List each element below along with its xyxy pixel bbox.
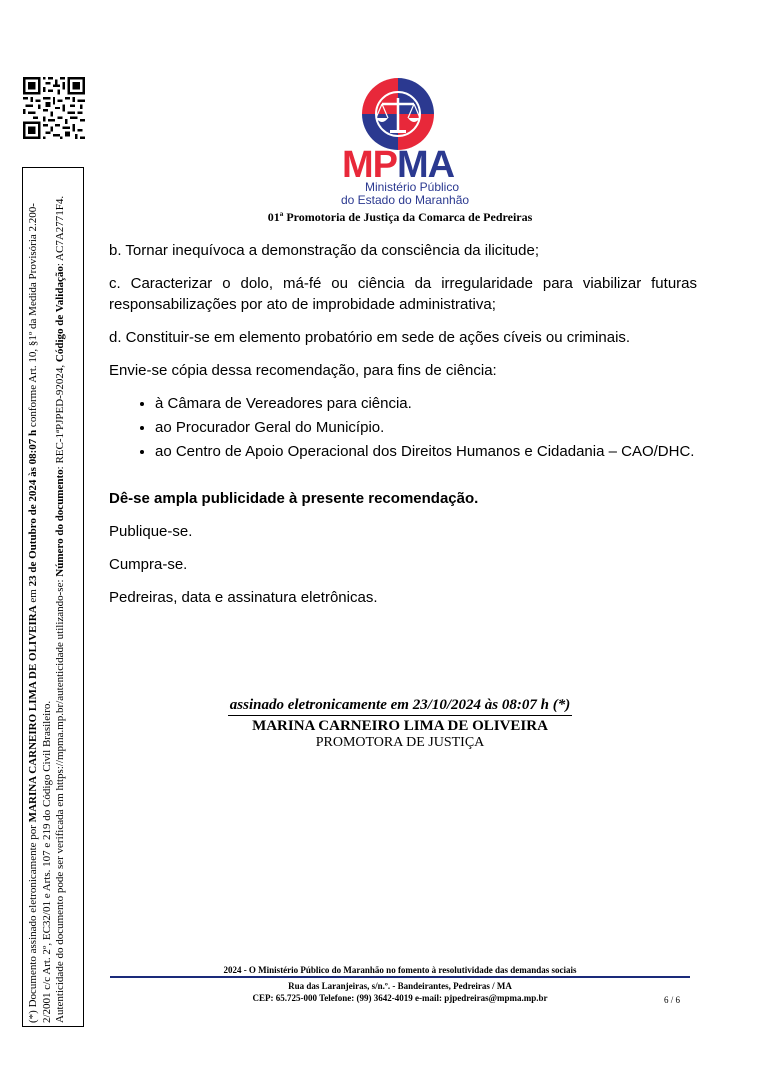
- logo-wordmark: [318, 146, 478, 184]
- signature-line: assinado eletronicamente em 23/10/2024 às 08:07 h (*): [228, 697, 572, 716]
- list-item: • à Câmara de Vereadores para ciência.: [155, 393, 697, 414]
- electronic-signature-notice: [22, 167, 84, 1027]
- notice-part: em: [27, 586, 39, 606]
- notice-part: Autenticidade do documento pode ser verificada em https://mpma.mp.br/autenticidade utilizando-se:: [54, 576, 66, 1023]
- paragraph-cumpra: Cumpra-se.: [109, 556, 188, 573]
- paragraph-publicidade: Dê-se ampla publicidade à presente recomendação.: [109, 490, 479, 507]
- paragraph-publique: Publique-se.: [109, 523, 193, 540]
- promotoria-header: 01ª Promotoria de Justiça da Comarca de Pedreiras: [267, 210, 533, 224]
- signature-block: [150, 697, 650, 751]
- notice-signer: MARINA CARNEIRO LIMA DE OLIVEIRA: [27, 605, 39, 823]
- logo-text-block: [318, 146, 478, 207]
- list-item: • ao Centro de Apoio Operacional dos Direitos Humanos e Cidadania – CAO/DHC.: [155, 441, 697, 462]
- signature-notice-text: [27, 173, 85, 1023]
- paragraph-d: d. Constituir-se em elemento probatório em sede de ações cíveis ou criminais.: [109, 329, 631, 346]
- footer-divider: [110, 976, 690, 978]
- signer-role: PROMOTORA DE JUSTIÇA: [315, 735, 485, 750]
- notice-code: : AC7A2771F4.: [54, 195, 66, 267]
- footer-address: Rua das Laranjeiras, s/n.º. - Bandeirantes, Pedreiras / MA: [288, 981, 512, 991]
- notice-docnum-label: Número do documento: [54, 469, 66, 577]
- paragraph-envie: Envie-se cópia dessa recomendação, para fins de ciência:: [109, 362, 497, 379]
- scales-emblem-icon: [362, 78, 434, 150]
- logo-mp: MP: [341, 144, 397, 186]
- footer-contact: CEP: 65.725-000 Telefone: (99) 3642-4019 e-mail: pjpedreiras@mpma.mp.br: [252, 993, 548, 1003]
- notice-datetime: 23 de Outubro de 2024 às 08:07 h: [27, 429, 39, 587]
- logo-subtitle-1: Ministério Público: [364, 180, 460, 194]
- qr-code: [23, 77, 85, 139]
- paragraph-b: b. Tornar inequívoca a demonstração da consciência da ilicitude;: [109, 242, 539, 259]
- paragraph-local: Pedreiras, data e assinatura eletrônicas.: [109, 589, 378, 606]
- notice-code-label: Código de Validação: [54, 266, 66, 363]
- list-item: • ao Procurador Geral do Município.: [155, 417, 697, 438]
- notice-part: conforme Art. 10, §1º da Medida Provisória 2.200-2/2001 c/c Art. 2º, EC32/01 e Arts. 107 e 219 do Código Civil Brasileiro.: [27, 203, 53, 1023]
- notice-docnum: : REC-1ªPJPED-92024,: [54, 362, 66, 470]
- notice-part: (*) Documento assinado eletronicamente por: [27, 822, 39, 1023]
- document-body: [109, 240, 697, 620]
- recipients-list: [109, 393, 697, 462]
- page-number: 6 / 6: [664, 995, 681, 1005]
- logo-subtitle-2: do Estado do Maranhão: [340, 193, 470, 207]
- footer-slogan: 2024 - O Ministério Público do Maranhão no fomento à resolutividade das demandas sociais: [223, 965, 577, 975]
- paragraph-c: c. Caracterizar o dolo, má-fé ou ciência da irregularidade para viabilizar futuras responsabilizações por ato de improbidade administrativa;: [109, 275, 697, 313]
- logo-ma: MA: [396, 144, 455, 186]
- signer-name: MARINA CARNEIRO LIMA DE OLIVEIRA: [252, 718, 548, 734]
